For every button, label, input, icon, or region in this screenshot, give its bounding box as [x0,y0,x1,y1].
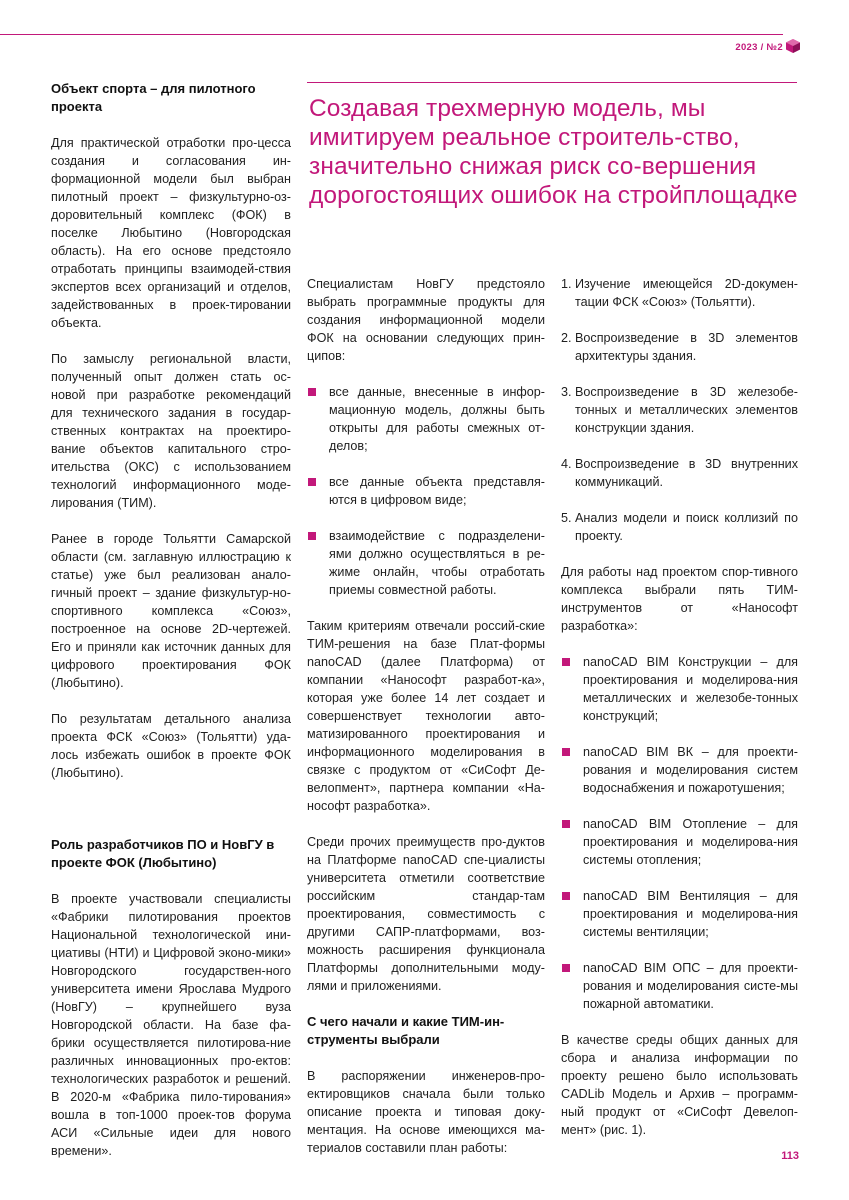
list-item: nanoCAD BIM Вентиляция – для проектирования и моделирова-ния системы вентиляции; [561,887,798,941]
square-bullet-icon [562,748,570,756]
paragraph: В качестве среды общих данных для сбора и анализа информации по проекту решено было использовать CADLib Модель и Архив – программ-ный продукт от «СиСофт Девелоп-мент» (рис. 1). [561,1033,798,1137]
issue-label: 2023 / №2 [735,42,783,53]
square-bullet-icon [562,892,570,900]
list-item: взаимодействие с подразделени-ями должно осуществляться в ре-жиме онлайн, чтобы отработать приемы совместной работы. [307,527,545,599]
square-bullet-icon [308,532,316,540]
cube-logo-icon [785,38,801,54]
list-item: 5. Анализ модели и поиск коллизий по проекту. [561,511,798,543]
tools-list [561,653,798,1013]
paragraph: Специалистам НовГУ предстояло выбрать программные продукты для создания информационной модели ФОК на основании следующих прин-ципов: [307,277,545,363]
column-2 [307,275,545,1175]
column-1 [51,80,291,1178]
square-bullet-icon [562,820,570,828]
square-bullet-icon [308,478,316,486]
page-number: 113 [781,1150,799,1162]
list-item: nanoCAD BIM Отопление – для проектирования и моделирова-ния системы отопления; [561,815,798,869]
paragraph: Среди прочих преимуществ про-дуктов на Платформе nanoCAD спе-циалисты университета отметили соответствие российским стандар-там проектирования, совместимость с другими САПР-платформами, воз-можность расширения функционала Платформы дополнительными моду-лями и приложениями. [307,835,545,993]
paragraph: Для работы над проектом спор-тивного комплекса выбрали пять ТИМ-инструментов от «Нанософт разработка»: [561,565,798,633]
list-item: nanoCAD BIM Конструкции – для проектирования и моделирова-ния металлических и железобе-тонных конструкций; [561,653,798,725]
paragraph: По замыслу региональной власти, полученный опыт должен стать ос-новой при разработке рекомендаций для технического задания в государ-ственных контрактах на проектиро-вание объектов капитального стро-ительства (ОКС) с использованием технологий информационного моде-лирования (ТИМ). [51,352,291,510]
section-heading: С чего начали и какие ТИМ-ин-струменты выбрали [307,1014,505,1047]
square-bullet-icon [562,658,570,666]
paragraph: Ранее в городе Тольятти Самарской области (см. заглавную иллюстрацию к статье) уже был реализован анало-гичный проект – здание физкультур-но-спортивного комплекса «Союз», построенное на основе 2D-чертежей. Его и приняли как источник данных для цифрового проектирования ФОК (Любытино). [51,532,291,690]
list-item: 1. Изучение имеющейся 2D-докумен-тации ФСК «Союз» (Тольятти). [561,277,798,309]
pull-quote [307,82,799,210]
pull-quote-text: Создавая трехмерную модель, мы имитируем реальное строитель-ство, значительно снижая риск со-вершения дорогостоящих ошибок на стройплощадке [309,95,798,209]
list-item: все данные, внесенные в инфор-мационную модель, должны быть открыты для работы смежных от-делов; [307,383,545,455]
work-plan-list [561,275,798,545]
list-item: 3. Воспроизведение в 3D железобе-тонных и металлических элементов конструкции здания. [561,385,798,435]
list-item: nanoCAD BIM ОПС – для проекти-рования и моделирования систе-мы пожарной автоматики. [561,959,798,1013]
column-3 [561,275,798,1157]
paragraph: В проекте участвовали специалисты «Фабрики пилотирования проектов Национальной технологической ини-циативы (НТИ) и Цифровой эконо-мики» Новгородского государствен-ного университета имени Ярослава Мудрого (НовГУ) – крупнейшего вуза Новгородской области. На базе фа-брики осуществляется пилотирова-ние различных инновационных про-ектов: технологических разработок и решений. В 2020-м «Фабрика пило-тирования» вошла в топ-1000 проек-тов форума АСИ «Сильные идеи для нового времени». [51,892,291,1158]
list-item: 4. Воспроизведение в 3D внутренних коммуникаций. [561,457,798,489]
paragraph: По результатам детального анализа проекта ФСК «Союз» (Тольятти) уда-лось избежать ошибок в проекте ФОК (Любытино). [51,712,291,780]
paragraph: Таким критериям отвечали россий-ские ТИМ-решения на базе Плат-формы nanoCAD (далее Платформа) от компании «Нанософт разработ-ка», которая уже более 14 лет создает и совершенствует технологии авто-матизированного проектирования и информационного моделирования в связке с продуктом от «СиСофт Де-велопмент», партнера компании «На-нософт разработка». [307,619,545,813]
principles-list [307,383,545,599]
paragraph: В распоряжении инженеров-про-ектировщиков сначала были только описание проекта и типовая доку-ментация. На основе имеющихся ма-териалов составили план работы: [307,1069,545,1155]
paragraph: Для практической отработки про-цесса создания и согласования ин-формационной модели был выбран пилотный проект – физкультурно-оз-доровительный комплекс (ФОК) в поселке Любытино (Новгородская область). На его основе предстояло отработать принципы взаимодей-ствия экспертов всех организаций и отделов, задействованных в проек-тировании объекта. [51,136,291,330]
header-rule [0,34,783,35]
section-heading: Объект спорта – для пилотного проекта [51,81,256,114]
section-heading: Роль разработчиков ПО и НовГУ в проекте ФОК (Любытино) [51,837,275,870]
list-item: все данные объекта представля-ются в цифровом виде; [307,473,545,509]
square-bullet-icon [308,388,316,396]
list-item: nanoCAD BIM ВК – для проекти-рования и моделирования систем водоснабжения и пожаротушения; [561,743,798,797]
square-bullet-icon [562,964,570,972]
list-item: 2. Воспроизведение в 3D элементов архитектуры здания. [561,331,798,363]
